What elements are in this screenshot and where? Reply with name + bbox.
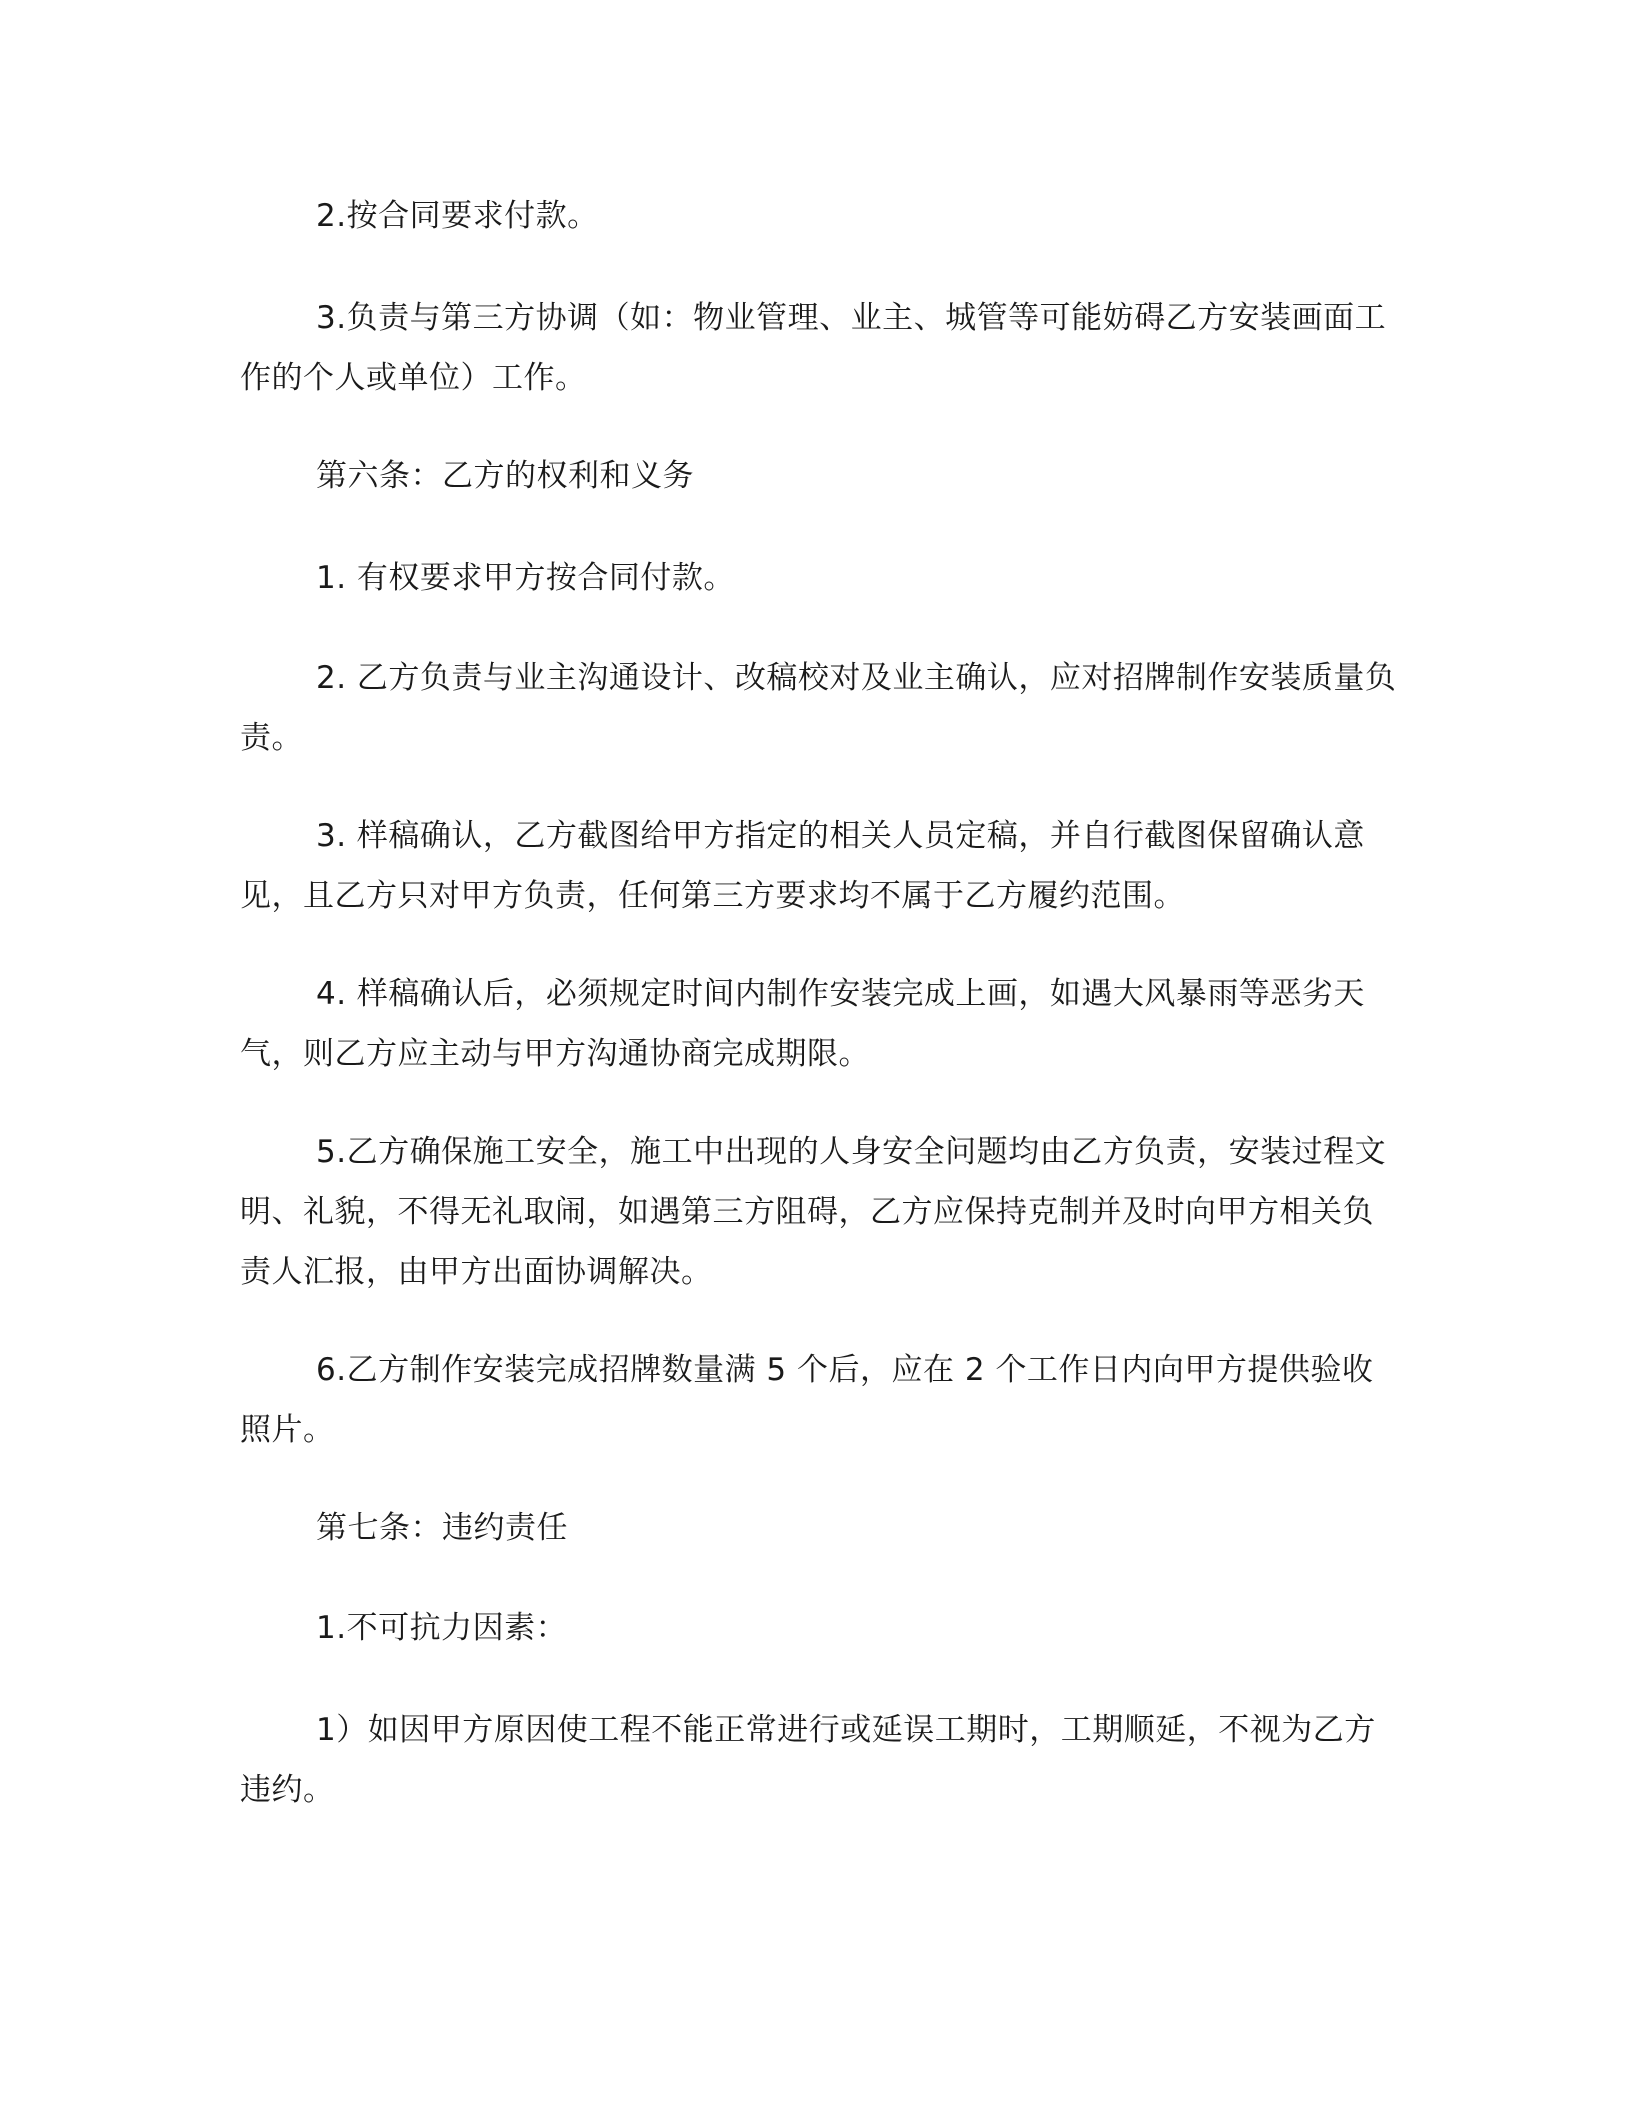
section-heading-article-6: 第六条：乙方的权利和义务 (316, 458, 694, 494)
paragraph-sample-confirmation: 3. 样稿确认，乙方截图给甲方指定的相关人员定稿，并自行截图保留确认意见，且乙方只对甲方负责，任何第三方要求均不属于乙方履约范围。 (240, 818, 1365, 914)
paragraph-installation-deadline: 4. 样稿确认后，必须规定时间内制作安装完成上画，如遇大风暴雨等恶劣天气，则乙方应主动与甲方沟通协商完成期限。 (240, 976, 1365, 1072)
paragraph-construction-safety: 5.乙方确保施工安全，施工中出现的人身安全问题均由乙方负责，安装过程文明、礼貌，不得无礼取闹，如遇第三方阻碍，乙方应保持克制并及时向甲方相关负责人汇报，由甲方出面协调解决。 (240, 1134, 1387, 1290)
paragraph-third-party-coordination: 3.负责与第三方协调（如：物业管理、业主、城管等可能妨碍乙方安装画面工作的个人或单位）工作。 (240, 300, 1387, 396)
section-heading-article-7: 第七条：违约责任 (316, 1510, 568, 1546)
paragraph-payment: 2.按合同要求付款。 (316, 198, 599, 234)
paragraph-delay-clause: 1）如因甲方原因使工程不能正常进行或延误工期时，工期顺延，不视为乙方违约。 (240, 1712, 1376, 1808)
paragraph-acceptance-photos: 6.乙方制作安装完成招牌数量满 5 个后，应在 2 个工作日内向甲方提供验收照片。 (240, 1352, 1374, 1448)
paragraph-force-majeure: 1.不可抗力因素： (316, 1610, 568, 1646)
paragraph-right-to-payment: 1. 有权要求甲方按合同付款。 (316, 560, 735, 596)
paragraph-design-communication: 2. 乙方负责与业主沟通设计、改稿校对及业主确认，应对招牌制作安装质量负责。 (240, 660, 1397, 756)
